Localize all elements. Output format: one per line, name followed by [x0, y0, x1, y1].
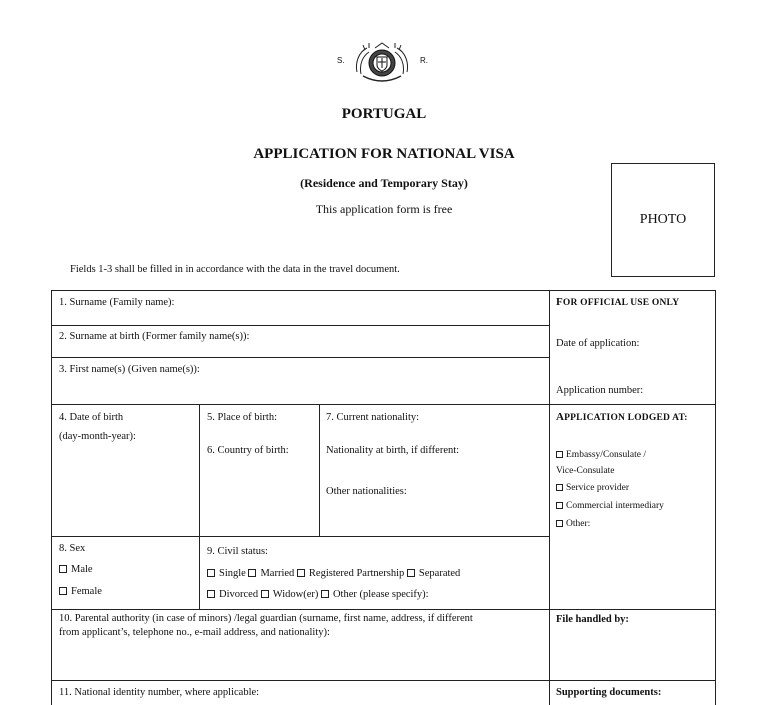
- sex-option-label: Female: [71, 586, 102, 597]
- supporting-documents-label: Supporting documents:: [556, 687, 662, 698]
- civil-status-label: 9. Civil status:: [207, 546, 268, 557]
- checkbox-icon[interactable]: [556, 502, 563, 509]
- checkbox-icon[interactable]: [248, 569, 256, 577]
- surname-at-birth-field[interactable]: 2. Surname at birth (Former family name(s)):: [59, 331, 250, 342]
- sex-option-label: Male: [71, 564, 93, 575]
- photo-label: PHOTO: [639, 212, 687, 227]
- lodged-option-commercial-intermediary[interactable]: [556, 501, 664, 513]
- sex-label: 8. Sex: [59, 543, 86, 554]
- instructions-note: Fields 1-3 shall be filled in in accordance with the data in the travel document.: [70, 264, 400, 275]
- emblem-letter-r: R.: [420, 56, 428, 65]
- checkbox-icon[interactable]: [556, 520, 563, 527]
- checkbox-icon[interactable]: [207, 590, 215, 598]
- option-label: Other (please specify):: [332, 589, 429, 600]
- option-label: Married: [260, 568, 295, 579]
- checkbox-icon[interactable]: [407, 569, 415, 577]
- sex-option-male[interactable]: [59, 563, 93, 576]
- checkbox-icon[interactable]: [59, 565, 67, 573]
- checkbox-icon[interactable]: [59, 587, 67, 595]
- emblem-letter-s: S.: [337, 56, 345, 65]
- application-lodged-heading-rest: PPLICATION LODGED AT:: [564, 413, 688, 423]
- civil-status-separated[interactable]: [407, 568, 460, 579]
- checkbox-icon[interactable]: [261, 590, 269, 598]
- option-label: Embassy/Consulate /: [566, 450, 646, 460]
- dob-format-label: (day-month-year):: [59, 431, 136, 442]
- place-of-birth-field[interactable]: 5. Place of birth:: [207, 412, 277, 423]
- free-note: This application form is free: [315, 202, 453, 216]
- form-subtitle: (Residence and Temporary Stay): [300, 176, 468, 190]
- checkbox-icon[interactable]: [321, 590, 329, 598]
- checkbox-icon[interactable]: [556, 484, 563, 491]
- application-lodged-heading-initial: A: [556, 411, 565, 423]
- parental-authority-field-cont: from applicant’s, telephone no., e-mail address, and nationality):: [59, 627, 330, 638]
- application-form-table: [51, 290, 716, 705]
- option-label: Registered Partnership: [308, 568, 405, 579]
- photo-box[interactable]: [611, 163, 715, 277]
- option-label: Widow(er): [272, 589, 319, 600]
- official-use-heading-rest: OR OFFICIAL USE ONLY: [562, 298, 680, 308]
- option-label: Single: [219, 568, 246, 579]
- lodged-option-embassy-cont: Vice-Consulate: [556, 466, 615, 476]
- civil-status-widow[interactable]: [261, 589, 319, 600]
- civil-status-other[interactable]: [321, 589, 429, 600]
- checkbox-icon[interactable]: [556, 451, 563, 458]
- row-divider-3: [52, 404, 716, 405]
- option-label: Separated: [418, 568, 461, 579]
- other-nationalities-field[interactable]: Other nationalities:: [326, 486, 407, 497]
- lodged-option-other[interactable]: [556, 519, 590, 531]
- civil-status-married[interactable]: [248, 568, 294, 579]
- country-of-birth-field[interactable]: 6. Country of birth:: [207, 445, 289, 456]
- parental-authority-field[interactable]: 10. Parental authority (in case of minors) /legal guardian (surname, first name, address, if different: [59, 613, 473, 624]
- civil-status-row-1: [207, 567, 460, 580]
- official-column-divider: [549, 291, 550, 705]
- col-divider-dob: [199, 404, 200, 609]
- civil-status-row-2: [207, 588, 429, 601]
- official-use-heading-initial: F: [556, 296, 563, 308]
- application-number-label: Application number:: [556, 385, 644, 396]
- civil-status-single[interactable]: [207, 568, 246, 579]
- row-divider-2: [52, 357, 549, 358]
- option-label: Divorced: [219, 589, 259, 600]
- option-label: Commercial intermediary: [566, 501, 664, 511]
- checkbox-icon[interactable]: [297, 569, 305, 577]
- form-title: APPLICATION FOR NATIONAL VISA: [253, 146, 515, 162]
- current-nationality-field[interactable]: 7. Current nationality:: [326, 412, 420, 423]
- application-lodged-heading: [556, 411, 688, 425]
- date-of-application-label: Date of application:: [556, 338, 640, 349]
- row-divider-6: [52, 680, 716, 681]
- civil-status-registered-partnership[interactable]: [297, 568, 404, 579]
- file-handled-by-label: File handled by:: [556, 614, 629, 625]
- country-heading: PORTUGAL: [341, 106, 427, 122]
- option-label: Service provider: [566, 483, 630, 493]
- first-names-field[interactable]: 3. First name(s) (Given name(s)):: [59, 364, 200, 375]
- checkbox-icon[interactable]: [207, 569, 215, 577]
- surname-field[interactable]: 1. Surname (Family name):: [59, 297, 175, 308]
- lodged-option-service-provider[interactable]: [556, 483, 629, 495]
- coat-of-arms-icon: [353, 42, 411, 84]
- lodged-option-embassy[interactable]: [556, 450, 646, 462]
- sex-option-female[interactable]: [59, 585, 102, 598]
- civil-status-divorced[interactable]: [207, 589, 258, 600]
- row-divider-1: [52, 325, 549, 326]
- official-use-heading: [556, 296, 679, 310]
- col-divider-nationality: [319, 404, 320, 536]
- nationality-at-birth-field[interactable]: Nationality at birth, if different:: [326, 445, 460, 456]
- option-label: Other:: [566, 519, 591, 529]
- national-id-field[interactable]: 11. National identity number, where applicable:: [59, 687, 260, 698]
- dob-field[interactable]: 4. Date of birth: [59, 412, 124, 423]
- row-divider-4: [52, 536, 549, 537]
- row-divider-5: [52, 609, 716, 610]
